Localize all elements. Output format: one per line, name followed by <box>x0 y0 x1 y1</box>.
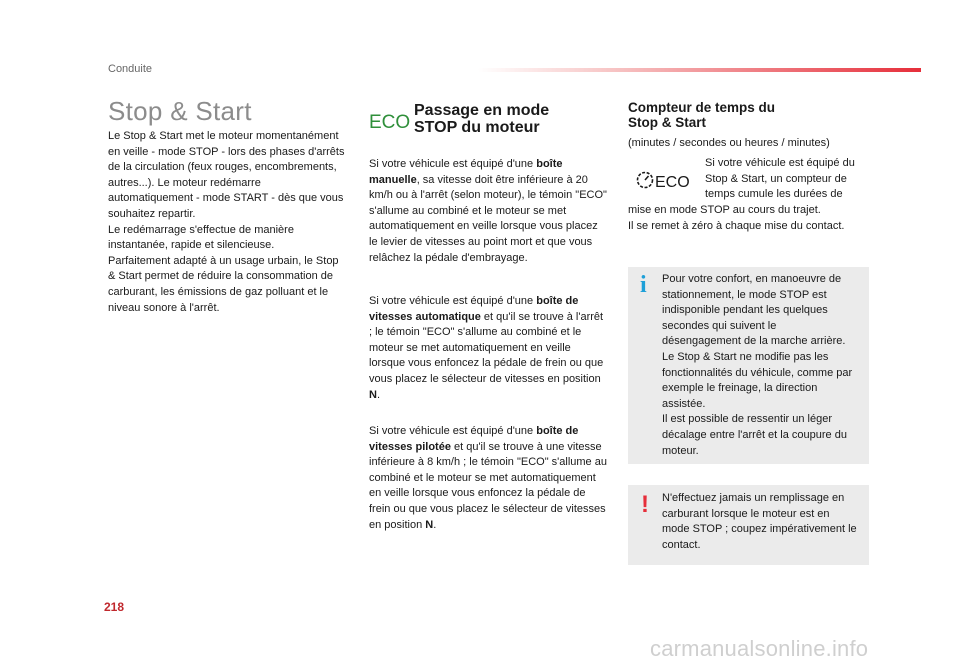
intro-paragraph-3: Parfaitement adapté à un usage urbain, le Stop & Start permet de réduire la consommation de carburant, les émissions de gaz polluant et le niveau sonore à l'arrêt. <box>108 254 339 314</box>
warning-text: N'effectuez jamais un remplissage en carburant lorsque le moteur est en mode STOP ; coupez impérativement le contact. <box>662 492 857 551</box>
info-icon: i <box>640 272 647 298</box>
warning-icon: ! <box>641 491 649 518</box>
bold-term: boîte manuelle <box>369 158 563 186</box>
text-span: Si votre véhicule est équipé d'une <box>369 295 537 307</box>
bold-term: boîte de vitesses automatique <box>369 295 579 323</box>
info-paragraph-3: Il est possible de ressentir un léger décalage entre l'arrêt et la coupure du moteur. <box>662 413 847 457</box>
automatic-gearbox-paragraph <box>369 294 609 403</box>
text-span: et qu'il se trouve à l'arrêt ; le témoin "ECO" s'allume au combiné et le moteur se met automatiquement en veille lorsque vous enfoncez la pédale de frein ou que vous placez le sélecteur de vitesses en position <box>369 310 604 385</box>
compteur-line-b: mise en mode STOP au cours du trajet. <box>628 204 821 216</box>
compteur-paragraph-a: Si votre véhicule est équipé du Stop & Start, un compteur de temps cumule les durées de <box>705 157 855 201</box>
bold-term: N <box>425 518 434 531</box>
text-span: Si votre véhicule est équipé d'une <box>369 158 537 170</box>
compteur-unit: (minutes / secondes ou heures / minutes) <box>628 137 830 149</box>
passage-title-line2: STOP du moteur <box>414 119 540 136</box>
info-paragraph-1: Pour votre confort, en manoeuvre de stationnement, le mode STOP est indisponible pendant les quelques secondes qui suivent le désengagement de la marche arrière. <box>662 273 846 348</box>
text-span: . <box>376 388 381 401</box>
intro-paragraph: Le Stop & Start met le moteur momentanément en veille - mode STOP - lors des phases d'arrêts de la circulation (feux rouges, encombrements, autres...). Le moteur redémarre automatiquement - mode START - dès que vous souhaitez repartir. <box>108 130 345 220</box>
passage-title <box>414 102 549 136</box>
eco-timer-text: ECO <box>655 174 690 191</box>
eco-icon-text: ECO <box>369 112 411 133</box>
bold-term: N <box>369 388 377 401</box>
info-paragraph-2: Le Stop & Start ne modifie pas les fonctionnalités du véhicule, comme par exemple le freinage, la direction assistée. <box>662 350 853 410</box>
page-number: 218 <box>104 600 125 614</box>
text-span: Si votre véhicule est équipé d'une <box>369 425 537 437</box>
bold-term: boîte de vitesses pilotée <box>369 425 579 453</box>
header-accent-bar <box>478 68 921 72</box>
page-title: Stop & Start <box>108 96 252 126</box>
compteur-title-line2: Stop & Start <box>628 115 707 130</box>
eco-timer-icon <box>636 169 690 191</box>
compteur-title <box>628 100 775 130</box>
watermark: carmanualsonline.info <box>650 636 869 661</box>
passage-title-line1: Passage en mode <box>414 102 550 119</box>
compteur-title-line1: Compteur de temps du <box>628 100 776 115</box>
manual-gearbox-paragraph <box>369 157 609 266</box>
text-span: , sa vitesse doit être inférieure à 20 km/h ou à l'arrêt (selon moteur), le témoin "ECO" s'allume au combiné et le moteur se met automatiquement en veille lorsque vous placez le levier de vitesses au point mort et que vous relâchez la pédale d'embrayage. <box>369 173 607 264</box>
text-span: et qu'il se trouve à une vitesse inférieure à 8 km/h ; le témoin "ECO" s'allume au combiné et le moteur se met automatiquement en veille lorsque vous enfoncez la pédale de frein ou que vous placez le sélecteur de vitesses en position <box>369 440 607 531</box>
intro-text <box>108 129 346 316</box>
compteur-line-c: Il se remet à zéro à chaque mise du contact. <box>628 219 845 232</box>
text-span: . <box>433 518 437 531</box>
section-label: Conduite <box>108 63 153 75</box>
eco-icon <box>368 110 411 133</box>
info-text <box>662 272 858 459</box>
compteur-paragraph-b <box>628 203 868 234</box>
intro-paragraph-2: Le redémarrage s'effectue de manière instantanée, rapide et silencieuse. <box>108 223 294 252</box>
piloted-gearbox-paragraph <box>369 424 609 533</box>
